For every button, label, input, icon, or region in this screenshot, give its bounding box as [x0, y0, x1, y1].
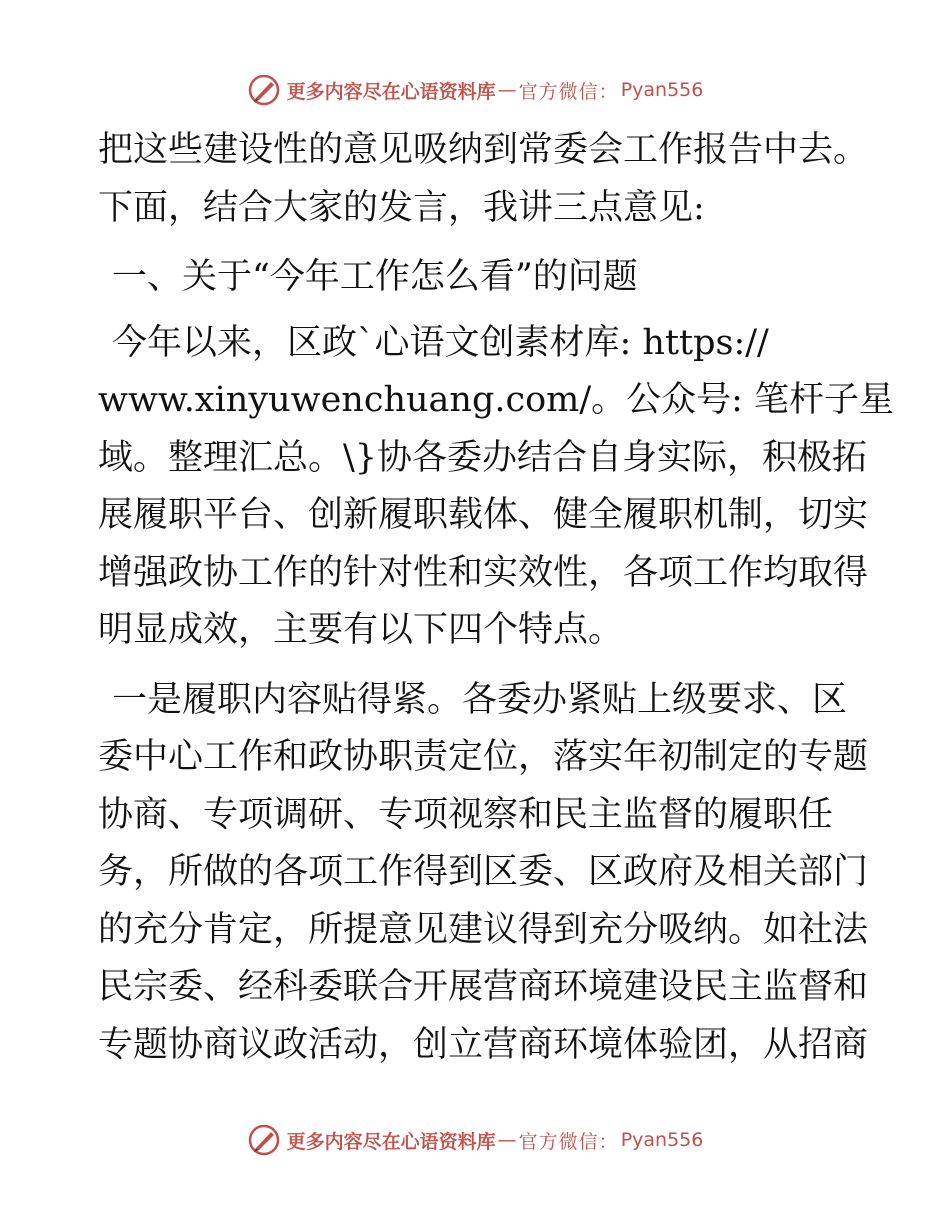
body-line-12: 协商、专项调研、专项视察和民主监督的履职任	[98, 794, 834, 835]
banner-wechat-account: Pyan556	[620, 79, 704, 101]
body-line-14: 的充分肯定，所提意见建议得到充分吸纳。如社法	[98, 909, 869, 950]
body-line-6: 域。整理汇总。\}协各委办结合自身实际，积极拓	[98, 437, 868, 478]
body-line-11: 委中心工作和政协职责定位，落实年初制定的专题	[98, 737, 869, 777]
body-line-9: 明显成效，主要有以下四个特点。	[98, 610, 624, 650]
banner-wechat-label: 官方微信：	[518, 1130, 619, 1153]
body-line-13: 务，所做的各项工作得到区委、区政府及相关部门	[98, 852, 869, 892]
pen-logo-icon	[247, 73, 281, 107]
banner-separator: —	[497, 1129, 517, 1151]
body-line-8: 增强政协工作的针对性和实效性，各项工作均取得	[98, 552, 869, 593]
body-line-5: www.xinyuwenchuang.com/。公众号: 笔杆子星	[98, 380, 895, 420]
header-banner	[0, 70, 950, 110]
footer-banner	[0, 1120, 950, 1160]
body-line-4: 今年以来，区政`心语文创素材库: https://	[112, 322, 769, 363]
body-line-15: 民宗委、经科委联合开展营商环境建设民主监督和	[98, 967, 869, 1007]
body-line-1: 把这些建设性的意见吸纳到常委会工作报告中去。	[98, 130, 869, 170]
banner-brand-text: 更多内容尽在心语资料库	[286, 80, 496, 103]
document-body	[98, 122, 895, 1074]
section-heading: 一、关于“今年工作怎么看”的问题	[112, 257, 638, 297]
banner-separator: —	[497, 79, 517, 101]
body-line-10: 一是履职内容贴得紧。各委办紧贴上级要求、区	[112, 679, 848, 720]
body-line-7: 展履职平台、创新履职载体、健全履职机制，切实	[98, 495, 869, 535]
body-line-16: 专题协商议政活动，创立营商环境体验团，从招商	[98, 1024, 869, 1065]
body-line-2: 下面，结合大家的发言，我讲三点意见:	[98, 187, 705, 228]
pen-logo-icon	[247, 1123, 281, 1157]
banner-brand-text: 更多内容尽在心语资料库	[286, 1130, 496, 1153]
banner-wechat-label: 官方微信：	[518, 80, 619, 103]
banner-wechat-account: Pyan556	[620, 1129, 704, 1151]
